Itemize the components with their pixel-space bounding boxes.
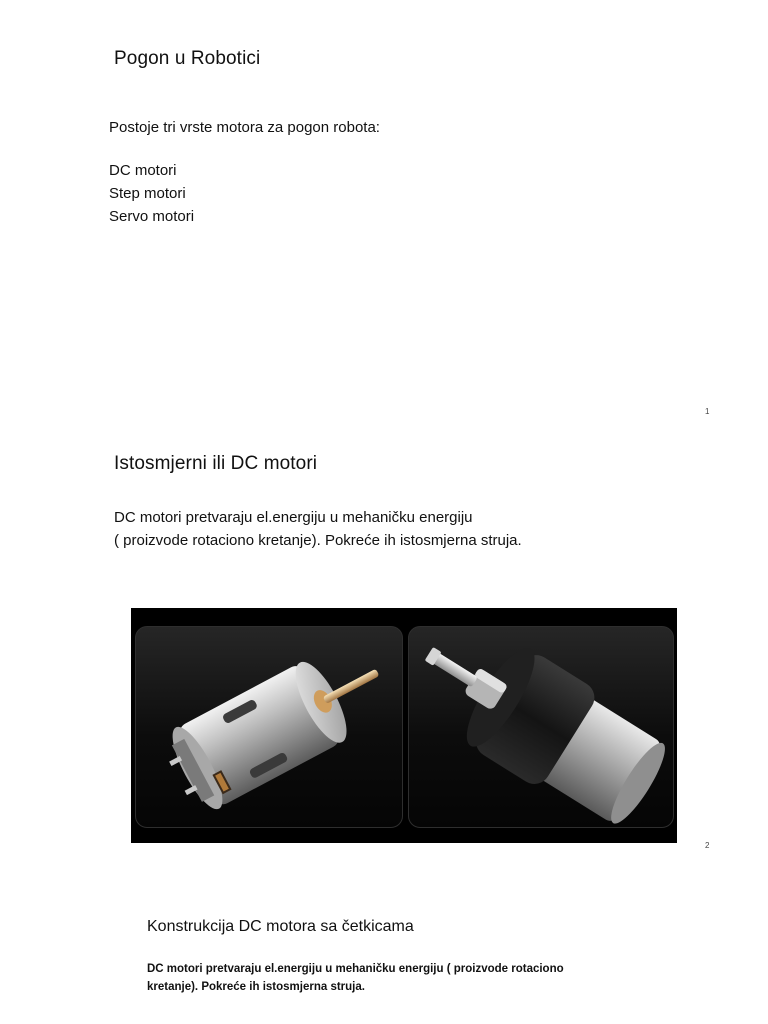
motor-type-list [109,159,194,228]
slide3-line2: kretanje). Pokreće ih istosmjerna struja. [147,981,365,993]
slide1-title: Pogon u Robotici [114,48,261,69]
list-item: DC motori [109,162,177,179]
dc-motor-image [135,626,403,828]
gear-motor-icon [409,627,673,827]
list-item: Step motori [109,185,186,202]
page-number-2: 2 [705,841,710,850]
page-number-1: 1 [705,407,710,416]
slide2-line1: DC motori pretvaraju el.energiju u mehaničku energiju [114,509,473,526]
slide1-intro: Postoje tri vrste motora za pogon robota: [109,119,380,136]
dc-motor-icon [136,627,402,827]
slide2-line2: ( proizvode rotaciono kretanje). Pokreće ih istosmjerna struja. [114,532,522,549]
slide2-title: Istosmjerni ili DC motori [114,453,318,474]
list-item: Servo motori [109,208,195,225]
gear-motor-image [408,626,674,828]
slide3-title: Konstrukcija DC motora sa četkicama [147,918,414,935]
slide3-line1: DC motori pretvaraju el.energiju u mehaničku energiju ( proizvode rotaciono [147,963,564,975]
dc-motors-photo [131,608,677,843]
